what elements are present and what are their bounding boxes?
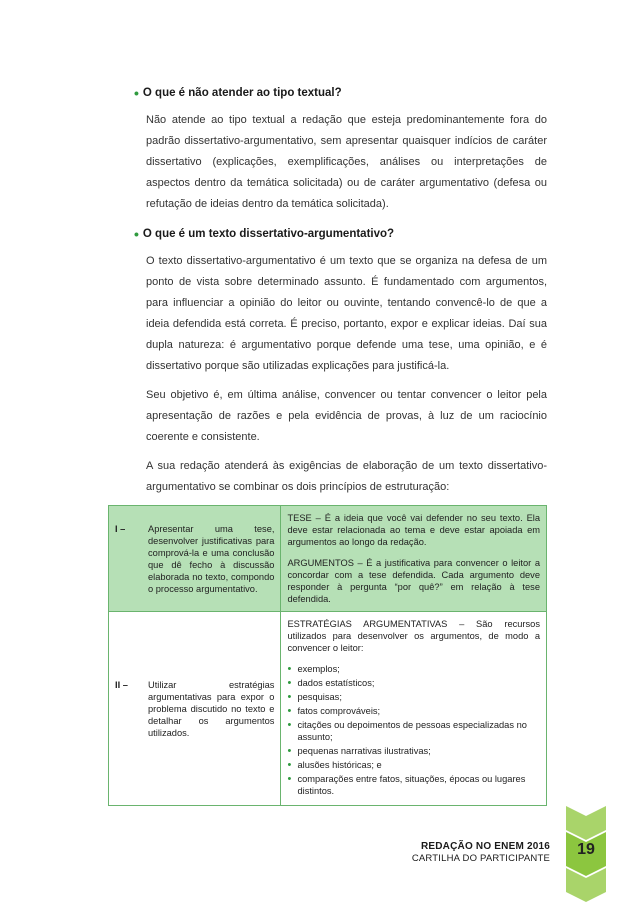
bullet-icon: • — [287, 759, 292, 771]
bullet-icon: • — [287, 719, 292, 731]
page-number: 19 — [577, 841, 595, 858]
section-title-text: O que é não atender ao tipo textual? — [142, 87, 342, 99]
principle-text: Apresentar uma tese, desenvolver justificativas para comprová-la e uma conclusão que dê fecho à discussão elaborada no texto, compondo o processo argumentativo. — [148, 523, 275, 594]
argumentos-text: ARGUMENTOS – É a justificativa para convencer o leitor a concordar com a tese defendida. Cada argumento deve responder à pergunta “por quê?” em relação à tese defendida. — [287, 558, 540, 604]
row-number: I – — [115, 523, 126, 534]
list-item: • dados estatísticos; — [287, 677, 375, 689]
bullet-icon: • — [287, 677, 292, 689]
strategy-list — [287, 663, 540, 797]
principles-table — [108, 505, 547, 806]
table-cell-explanation — [281, 506, 547, 612]
list-item: • comparações entre fatos, situações, épocas ou lugares distintos. — [287, 773, 526, 796]
row-number: II – — [115, 679, 128, 690]
table-cell-principle — [109, 612, 281, 806]
table-row — [109, 612, 547, 806]
bullet-icon: • — [134, 226, 139, 242]
bullet-icon: • — [287, 705, 292, 717]
section-dissertativo — [134, 226, 547, 498]
list-item: • pequenas narrativas ilustrativas; — [287, 745, 431, 757]
footer-title: REDAÇÃO NO ENEM 2016 — [420, 841, 550, 852]
footer-subtitle: CARTILHA DO PARTICIPANTE — [411, 853, 550, 864]
table-cell-explanation — [281, 612, 547, 806]
table-row — [109, 506, 547, 612]
bullet-icon: • — [134, 85, 139, 101]
bullet-icon: • — [287, 773, 292, 785]
section-title — [134, 86, 547, 100]
bullet-icon: • — [287, 663, 292, 675]
paragraph: A sua redação atenderá às exigências de elaboração de um texto dissertativo-argumentativo se combinar os dois princípios de estruturação: — [146, 460, 547, 493]
paragraph: O texto dissertativo-argumentativo é um texto que se organiza na defesa de um ponto de vista sobre determinado assunto. É fundamentado com argumentos, para influenciar a opinião do leitor ou ouvinte, tentando convencê-lo de que a ideia defendida está correta. É preciso, portanto, expor e explicar ideias. Daí sua dupla natureza: é argumentativo porque defende uma tese, uma opinião, e é dissertativo porque são utilizadas explicações para justificá-la. — [146, 255, 547, 372]
page-footer — [412, 841, 550, 864]
paragraph: Seu objetivo é, em última análise, convencer ou tentar convencer o leitor pela apresentação de razões e pela evidência de provas, à luz de um raciocínio coerente e consistente. — [146, 389, 547, 443]
tese-text: TESE – É a ideia que você vai defender no seu texto. Ela deve estar relacionada ao tema e deve estar apoiada em argumentos ao longo da redação. — [287, 513, 540, 547]
table-cell-principle — [109, 506, 281, 612]
bullet-icon: • — [287, 691, 292, 703]
bullet-icon: • — [287, 745, 292, 757]
principle-text: Utilizar estratégias argumentativas para expor o problema discutido no texto e detalhar os argumentos utilizados. — [148, 679, 275, 738]
list-item: • citações ou depoimentos de pessoas especializadas no assunto; — [287, 719, 527, 742]
list-item: • exemplos; — [287, 663, 340, 675]
paragraph: Não atende ao tipo textual a redação que esteja predominantemente fora do padrão dissertativo-argumentativo, sem apresentar quaisquer indícios de caráter dissertativo (explicações, exemplificações, análises ou interpretações de aspectos dentro da temática solicitada) ou de caráter argumentativo (defesa ou refutação de ideias dentro da temática solicitada). — [146, 114, 547, 210]
list-item: • fatos comprováveis; — [287, 705, 381, 717]
list-item: • alusões históricas; e — [287, 759, 382, 771]
list-item: • pesquisas; — [287, 691, 342, 703]
section-tipo-textual — [134, 85, 547, 215]
section-title-text: O que é um texto dissertativo-argumentativo? — [142, 228, 395, 240]
section-title — [134, 227, 547, 241]
estrategias-text: ESTRATÉGIAS ARGUMENTATIVAS – São recursos utilizados para desenvolver os argumentos, de modo a convencer o leitor: — [287, 619, 540, 653]
main-content — [134, 85, 547, 508]
